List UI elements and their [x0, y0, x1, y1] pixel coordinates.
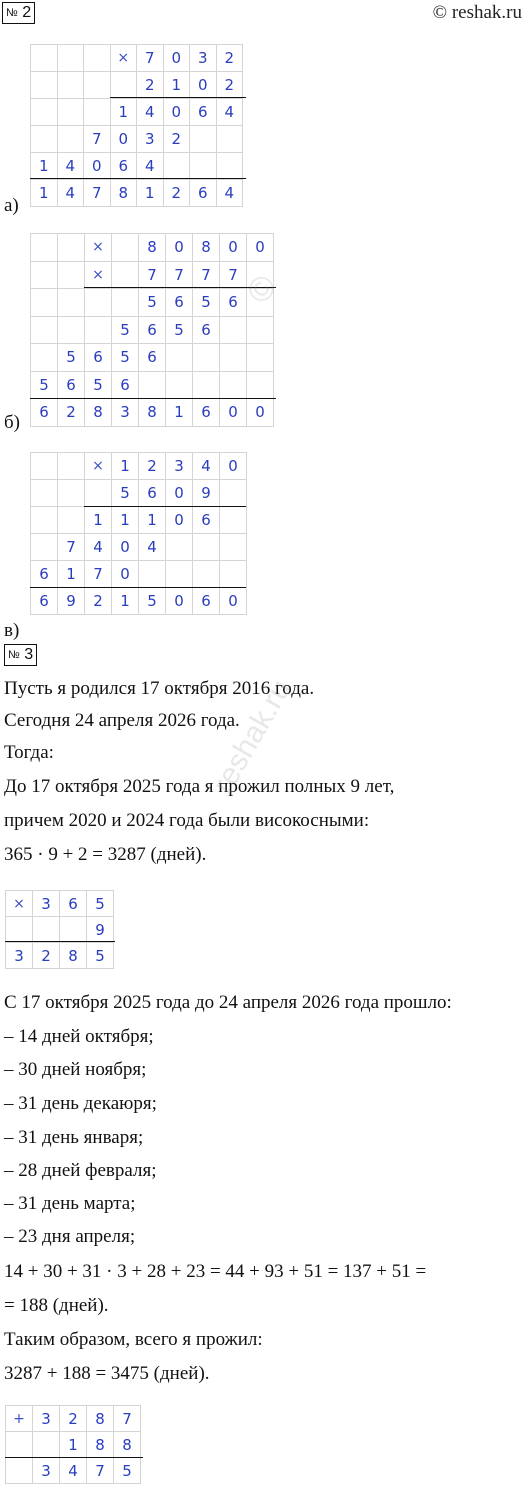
grid-cell: [193, 534, 220, 561]
grid-cell: [31, 317, 58, 345]
grid-cell: [85, 317, 112, 345]
grid-cell: 5: [85, 372, 112, 400]
grid-cell: 8: [114, 1432, 141, 1458]
text-line: – 14 дней октября;: [4, 1026, 154, 1047]
grid-cell: [220, 317, 247, 345]
grid-cell: [31, 72, 58, 99]
grid-cell: 6: [193, 507, 220, 534]
grid-cell: 1: [164, 72, 191, 99]
grid-cell: 8: [111, 180, 138, 207]
grid-cell: 7: [84, 180, 111, 207]
grid-cell: [6, 917, 33, 943]
grid-cell: 7: [58, 534, 85, 561]
text-line: – 23 дня апреля;: [4, 1226, 136, 1247]
grid-cell: 1: [85, 507, 112, 534]
grid-cell: 6: [139, 344, 166, 372]
text-line: Сегодня 24 апреля 2026 года.: [4, 710, 240, 731]
text-line: – 31 день января;: [4, 1127, 144, 1148]
addition-grid-days: [5, 1405, 141, 1484]
multiplication-grid-days: [5, 890, 114, 969]
text-line: Таким образом, всего я прожил:: [4, 1329, 263, 1350]
part-b-label: б): [4, 412, 20, 433]
grid-cell: 8: [87, 1406, 114, 1432]
grid-cell: [247, 289, 274, 317]
text-line: Пусть я родился 17 октября 2016 года.: [4, 678, 315, 699]
grid-cell: [164, 153, 191, 180]
grid-cell: 0: [220, 453, 247, 480]
grid-cell: 2: [217, 45, 244, 72]
grid-cell: 2: [164, 180, 191, 207]
grid-cell: 5: [139, 289, 166, 317]
grid-cell: 8: [139, 234, 166, 262]
grid-cell: 1: [139, 507, 166, 534]
grid-cell: 7: [166, 262, 193, 290]
grid-cell: 4: [85, 534, 112, 561]
grid-cell: 0: [166, 234, 193, 262]
grid-cell: [58, 480, 85, 507]
grid-cell: [220, 534, 247, 561]
text-line: С 17 октября 2025 года до 24 апреля 2026 года прошло:: [4, 992, 452, 1013]
grid-cell: [85, 289, 112, 317]
grid-cell: 7: [220, 262, 247, 290]
grid-cell: [193, 344, 220, 372]
grid-cell: 1: [137, 180, 164, 207]
grid-cell: 6: [85, 344, 112, 372]
grid-cell: [58, 317, 85, 345]
grid-cell: 5: [112, 317, 139, 345]
grid-cell: 1: [58, 561, 85, 588]
grid-cell: [139, 372, 166, 400]
grid-cell: 0: [247, 234, 274, 262]
grid-cell: ×: [85, 453, 112, 480]
grid-cell: 3: [33, 1406, 60, 1432]
grid-cell: [217, 126, 244, 153]
grid-cell: 5: [166, 317, 193, 345]
grid-cell: [193, 372, 220, 400]
grid-cell: 6: [190, 99, 217, 126]
grid-cell: 7: [85, 561, 112, 588]
grid-cell: 4: [217, 180, 244, 207]
grid-cell: [58, 262, 85, 290]
text-line: причем 2020 и 2024 года были високосными:: [4, 810, 370, 831]
grid-cell: [58, 289, 85, 317]
grid-cell: 6: [60, 891, 87, 917]
grid-cell: 5: [139, 588, 166, 615]
grid-cell: [84, 45, 111, 72]
grid-cell: ×: [111, 45, 138, 72]
grid-cell: 4: [137, 153, 164, 180]
grid-cell: 8: [87, 1432, 114, 1458]
grid-cell: 1: [112, 588, 139, 615]
grid-cell: 6: [31, 588, 58, 615]
grid-cell: 6: [193, 588, 220, 615]
grid-cell: [58, 234, 85, 262]
grid-cell: 4: [217, 99, 244, 126]
grid-cell: [112, 234, 139, 262]
underline-c-2: [30, 587, 246, 588]
copyright-text: © reshak.ru: [432, 2, 522, 23]
grid-cell: [139, 561, 166, 588]
grid-cell: [166, 561, 193, 588]
grid-cell: 5: [87, 943, 114, 969]
grid-cell: 9: [87, 917, 114, 943]
grid-cell: 6: [112, 372, 139, 400]
underline-b-1: [84, 287, 276, 288]
grid-cell: [220, 480, 247, 507]
grid-cell: 7: [87, 1458, 114, 1484]
grid-cell: [84, 99, 111, 126]
grid-cell: [166, 372, 193, 400]
grid-cell: 2: [33, 943, 60, 969]
grid-cell: 4: [58, 180, 85, 207]
grid-cell: 3: [137, 126, 164, 153]
grid-cell: [247, 344, 274, 372]
grid-cell: 1: [166, 399, 193, 427]
grid-cell: 4: [139, 534, 166, 561]
part-c-label: в): [4, 620, 20, 641]
grid-cell: [190, 153, 217, 180]
grid-cell: 5: [58, 344, 85, 372]
grid-cell: 6: [139, 317, 166, 345]
grid-cell: [112, 289, 139, 317]
grid-cell: [31, 45, 58, 72]
grid-cell: 2: [164, 126, 191, 153]
grid-cell: [31, 234, 58, 262]
grid-cell: [31, 99, 58, 126]
text-line: До 17 октября 2025 года я прожил полных 9 лет,: [4, 776, 395, 797]
underline-b-2: [30, 398, 276, 399]
grid-cell: 3: [166, 453, 193, 480]
grid-cell: 7: [137, 45, 164, 72]
underline-a-1: [110, 97, 246, 98]
grid-cell: 0: [166, 588, 193, 615]
grid-cell: [31, 262, 58, 290]
grid-cell: 2: [85, 588, 112, 615]
grid-cell: [58, 507, 85, 534]
grid-cell: 6: [193, 399, 220, 427]
grid-cell: 1: [60, 1432, 87, 1458]
grid-cell: [58, 453, 85, 480]
grid-cell: 8: [60, 943, 87, 969]
grid-cell: [6, 1432, 33, 1458]
watermark: reshak.ru: [206, 674, 298, 800]
grid-cell: [58, 45, 85, 72]
text-line: – 31 день декаюря;: [4, 1093, 157, 1114]
grid-cell: 3: [190, 45, 217, 72]
grid-cell: 1: [112, 453, 139, 480]
grid-cell: 2: [217, 72, 244, 99]
grid-cell: 6: [166, 289, 193, 317]
grid-cell: ×: [85, 262, 112, 290]
grid-cell: +: [6, 1406, 33, 1432]
grid-cell: 0: [112, 534, 139, 561]
grid-cell: 3: [33, 891, 60, 917]
grid-cell: [112, 262, 139, 290]
grid-cell: 4: [60, 1458, 87, 1484]
grid-cell: 8: [193, 234, 220, 262]
grid-cell: 0: [166, 507, 193, 534]
task-2-badge: № 2: [2, 2, 35, 24]
grid-cell: 2: [58, 399, 85, 427]
grid-cell: [31, 480, 58, 507]
grid-cell: 6: [111, 153, 138, 180]
grid-cell: [58, 99, 85, 126]
grid-cell: 5: [112, 344, 139, 372]
grid-cell: 2: [139, 453, 166, 480]
grid-cell: [58, 72, 85, 99]
grid-cell: 0: [84, 153, 111, 180]
grid-cell: [217, 153, 244, 180]
grid-cell: [193, 561, 220, 588]
grid-cell: [247, 262, 274, 290]
text-line: 14 + 30 + 31 · 3 + 28 + 23 = 44 + 93 + 51 = 137 + 51 =: [4, 1261, 427, 1282]
grid-cell: 9: [58, 588, 85, 615]
text-line: – 30 дней ноября;: [4, 1059, 147, 1080]
grid-cell: 6: [220, 289, 247, 317]
grid-cell: 0: [220, 588, 247, 615]
text-line: – 28 дней февраля;: [4, 1160, 157, 1181]
grid-cell: [6, 1458, 33, 1484]
grid-cell: [220, 507, 247, 534]
text-line: 365 · 9 + 2 = 3287 (дней).: [4, 844, 207, 865]
grid-cell: 5: [114, 1458, 141, 1484]
grid-cell: 9: [193, 480, 220, 507]
underline-c-1: [84, 506, 246, 507]
task-3-number: 3: [24, 646, 34, 663]
grid-cell: [247, 372, 274, 400]
grid-cell: [31, 453, 58, 480]
grid-cell: 7: [84, 126, 111, 153]
grid-cell: 0: [164, 45, 191, 72]
grid-cell: [111, 72, 138, 99]
grid-cell: ×: [85, 234, 112, 262]
grid-cell: 6: [58, 372, 85, 400]
grid-cell: 2: [60, 1406, 87, 1432]
grid-cell: 5: [193, 289, 220, 317]
grid-cell: 5: [31, 372, 58, 400]
grid-cell: 6: [139, 480, 166, 507]
grid-cell: 2: [137, 72, 164, 99]
grid-cell: 7: [139, 262, 166, 290]
grid-cell: 6: [31, 399, 58, 427]
text-line: – 31 день марта;: [4, 1193, 136, 1214]
grid-cell: [220, 372, 247, 400]
grid-cell: [33, 1432, 60, 1458]
grid-cell: 3: [112, 399, 139, 427]
text-line: 3287 + 188 = 3475 (дней).: [4, 1363, 210, 1384]
grid-cell: 4: [193, 453, 220, 480]
grid-cell: [247, 317, 274, 345]
part-a-label: а): [4, 195, 19, 216]
grid-cell: [190, 126, 217, 153]
grid-cell: [31, 344, 58, 372]
grid-cell: [220, 561, 247, 588]
grid-cell: 4: [58, 153, 85, 180]
task-3-badge: № 3: [4, 644, 37, 666]
grid-cell: 0: [190, 72, 217, 99]
grid-cell: 1: [31, 180, 58, 207]
grid-cell: [166, 344, 193, 372]
grid-cell: 6: [193, 317, 220, 345]
grid-cell: 5: [87, 891, 114, 917]
grid-cell: [31, 126, 58, 153]
grid-cell: 3: [33, 1458, 60, 1484]
grid-cell: 5: [112, 480, 139, 507]
grid-cell: 0: [112, 561, 139, 588]
grid-cell: [31, 507, 58, 534]
grid-cell: 0: [220, 234, 247, 262]
grid-cell: 3: [6, 943, 33, 969]
grid-cell: [85, 480, 112, 507]
grid-cell: [31, 289, 58, 317]
text-line: = 188 (дней).: [4, 1295, 109, 1316]
grid-cell: 7: [193, 262, 220, 290]
grid-cell: [58, 126, 85, 153]
grid-cell: 8: [85, 399, 112, 427]
grid-cell: [33, 917, 60, 943]
grid-cell: 0: [247, 399, 274, 427]
text-line: Тогда:: [4, 742, 54, 763]
grid-cell: [220, 344, 247, 372]
multiplication-grid-c: [30, 452, 247, 615]
grid-cell: 1: [31, 153, 58, 180]
grid-cell: [60, 917, 87, 943]
grid-cell: 4: [137, 99, 164, 126]
grid-cell: 0: [164, 99, 191, 126]
multiplication-grid-a: [30, 44, 243, 207]
grid-cell: 7: [114, 1406, 141, 1432]
grid-cell: 6: [31, 561, 58, 588]
underline-sum: [5, 1457, 143, 1458]
underline-days: [5, 941, 115, 942]
grid-cell: 0: [166, 480, 193, 507]
watermark: ©: [239, 268, 285, 310]
grid-cell: 1: [111, 99, 138, 126]
grid-cell: 1: [112, 507, 139, 534]
underline-a-2: [30, 178, 246, 179]
grid-cell: 6: [190, 180, 217, 207]
grid-cell: ×: [6, 891, 33, 917]
grid-cell: [31, 534, 58, 561]
task-2-number: 2: [22, 4, 32, 21]
grid-cell: [84, 72, 111, 99]
grid-cell: 8: [139, 399, 166, 427]
grid-cell: 0: [111, 126, 138, 153]
grid-cell: [166, 534, 193, 561]
grid-cell: 0: [220, 399, 247, 427]
